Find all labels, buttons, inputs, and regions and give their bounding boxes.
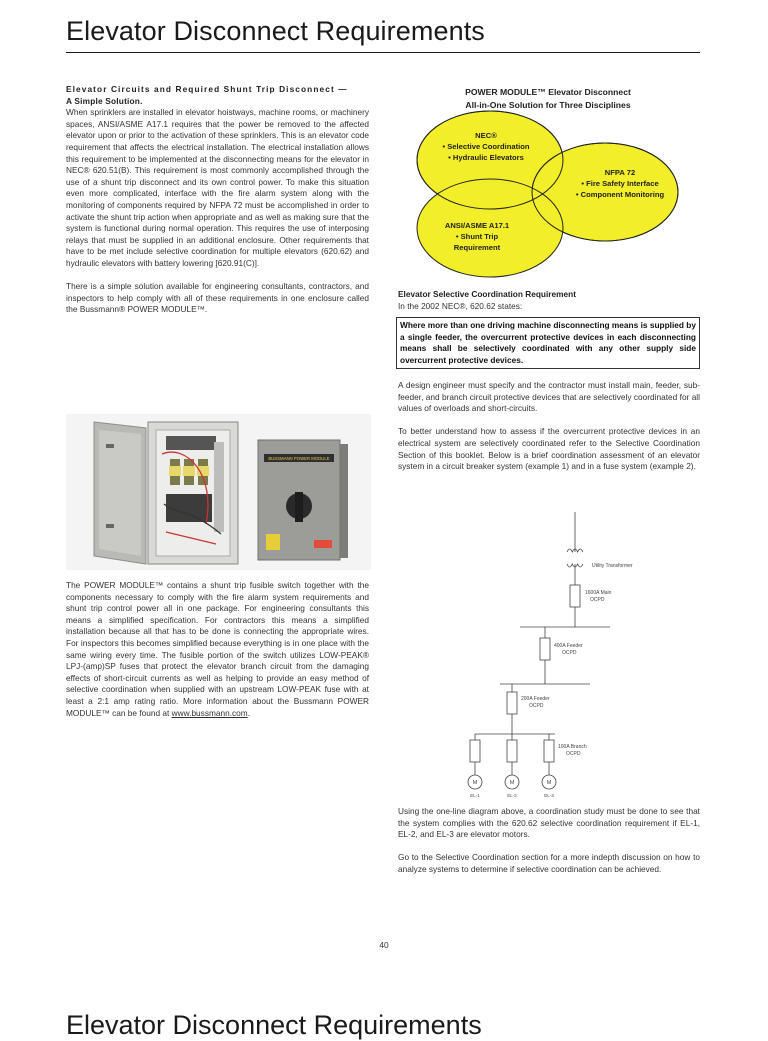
motor-symbol-2: M [509,780,515,786]
power-module-photo [66,414,371,570]
subfeeder-label-2: OCPD [529,703,544,709]
lead-heading [66,84,369,107]
feeder-label-2: OCPD [562,650,577,656]
venn-diagram [398,110,698,285]
venn-title [398,86,698,111]
nec-item-1: • Selective Coordination [442,142,530,151]
left-paragraph-2: There is a simple solution available for engineering consultants, contractors, and inspectors to help comply with all of these requirements in one enclosure called the Bussmann® POWER MODULE™. [66,281,369,315]
motor-symbol-1: M [472,780,478,786]
left-column-lower [66,580,369,731]
right-column [398,380,700,484]
motor-label-el1: EL-1 [470,793,480,798]
branch-label-2: OCPD [566,751,581,757]
next-page-title: Elevator Disconnect Requirements [66,1010,482,1040]
bussmann-link[interactable]: www.bussmann.com [171,707,248,718]
venn-title-line-1: POWER MODULE™ Elevator Disconnect [465,87,631,97]
right-paragraph-1: A design engineer must specify and the contractor must install main, feeder, sub-feeder, and branch circuit protective devices that are selectively coordinated for all values of overloads and short-circuits. [398,380,700,414]
left-paragraph-1: When sprinklers are installed in elevator hoistways, machine rooms, or machinery spaces, ANSI/ASME A17.1 requires that the power be removed to the affected elevator upon or prior to the activation of these sprinklers. This is an elevator code requirement that affects the electrical installation. The electrical installation allows this requirement to be implemented at the disconnecting means for the elevator in NEC® 620.51(B). This requirement is most commonly accomplished through the use of a shunt trip disconnect and its own control power. To make this situation even more complicated, interface with the fire alarm system along with the monitoring of components required by NFPA 72 must be accomplished in order to activate the shunt trip action when appropriate and as well as making sure that the system is functional during normal operation. This requires the use of interposing relays that must be supplied in an additional enclosure. Other requirements that have to be met include selective coordination for multiple elevators (620.62) and hydraulic elevators with battery lowering [620.91(C)]. [66,107,369,268]
nec-quote-box: Where more than one driving machine disconnecting means is supplied by a single feeder, the overcurrent protective devices in each disconnecting means shall be selectively coordinated with any other supply side overcurrent protective devices. [396,317,700,369]
page-title: Elevator Disconnect Requirements [66,16,485,46]
motor-label-el2: EL-2 [507,793,517,798]
ansi-item-2: Requirement [453,243,501,252]
right-paragraph-2: To better understand how to assess if the overcurrent protective devices in an electrical system are selectively coordinated refer to the Selective Coordination Section of this booklet. Below is a brief coordination assessment of an elevator system in a circuit breaker system (example 1) and in a fuse system (example 2). [398,426,700,472]
subfeeder-ocpd [507,692,517,714]
ansi-label: ANSI/ASME A17.1 [444,221,510,230]
nec-item-2: • Hydraulic Elevators [448,153,524,162]
feeder-label-1: 400A Feeder [554,643,583,649]
nfpa-item-1: • Fire Safety Interface [581,179,659,188]
one-line-diagram [460,512,660,802]
nfpa-item-2: • Component Monitoring [575,190,665,199]
page-number: 40 [379,940,389,950]
branch-ocpd-1 [470,740,480,762]
left-paragraph-3 [66,580,369,719]
motor-symbol-3: M [546,780,552,786]
right-paragraph-3: Using the one-line diagram above, a coordination study must be done to see that the system complies with the 620.62 selective coordination requirement if EL-1, EL-2, and EL-3 are elevator motors. [398,806,700,840]
main-label-1: 1600A Main [585,590,612,596]
feeder-ocpd [540,638,550,660]
left-column [66,84,369,327]
photo-label: BUSSMANN POWER MODULE [268,456,330,461]
main-label-2: OCPD [590,597,605,603]
transformer-label: Utility Transformer [592,563,633,569]
right-paragraph-4: Go to the Selective Coordination section for a more indepth discussion on how to analyze systems to determine if selective coordination can be achieved. [398,852,700,874]
branch-ocpd-3 [544,740,554,762]
subfeeder-label-1: 200A Feeder [521,696,550,702]
selective-coordination-heading: Elevator Selective Coordination Requirement [398,289,576,299]
power-module-illustration [66,414,371,570]
motor-label-el3: EL-3 [544,793,554,798]
ansi-item-1: • Shunt Trip [455,232,499,241]
venn-title-line-2: All-in-One Solution for Three Disciplines [465,99,631,110]
left-paragraph-3-text: The POWER MODULE™ contains a shunt trip fusible switch together with the components necessary to comply with the fire alarm system requirements and shunt trip control power all in one package. For engineering consultants this means a simplified specification. For contractors this means a simplified installation because all that has to be done is connecting the appropriate wires. For inspectors this becomes simplified because everything is in one place with the same wiring every time. The fusible portion of the switch utilizes LOW-PEAK® LPJ-(amp)SP fuses that protect the elevator branch circuit from the damaging effects of short-circuit currents as well as helping to provide an easy method of selective coordination when supplied with an upstream LOW-PEAK fuse with at least a 2:1 amp rating ratio. More information about the Bussmann POWER MODULE™ can be found at [66,580,369,718]
lead-heading-line-2: A Simple Solution. [66,95,143,106]
main-ocpd [570,585,580,607]
branch-ocpd-2 [507,740,517,762]
title-rule [66,52,700,53]
lead-heading-line-1: Elevator Circuits and Required Shunt Trip Disconnect — [66,84,348,94]
nfpa-label: NFPA 72 [604,168,636,177]
selective-coordination-subheading: In the 2002 NEC®, 620.62 states: [398,301,523,311]
branch-label-1: 100A Branch [558,744,587,750]
right-column-lower [398,806,700,887]
left-paragraph-3-end: . [247,707,251,718]
nec-label: NEC® [475,131,497,140]
